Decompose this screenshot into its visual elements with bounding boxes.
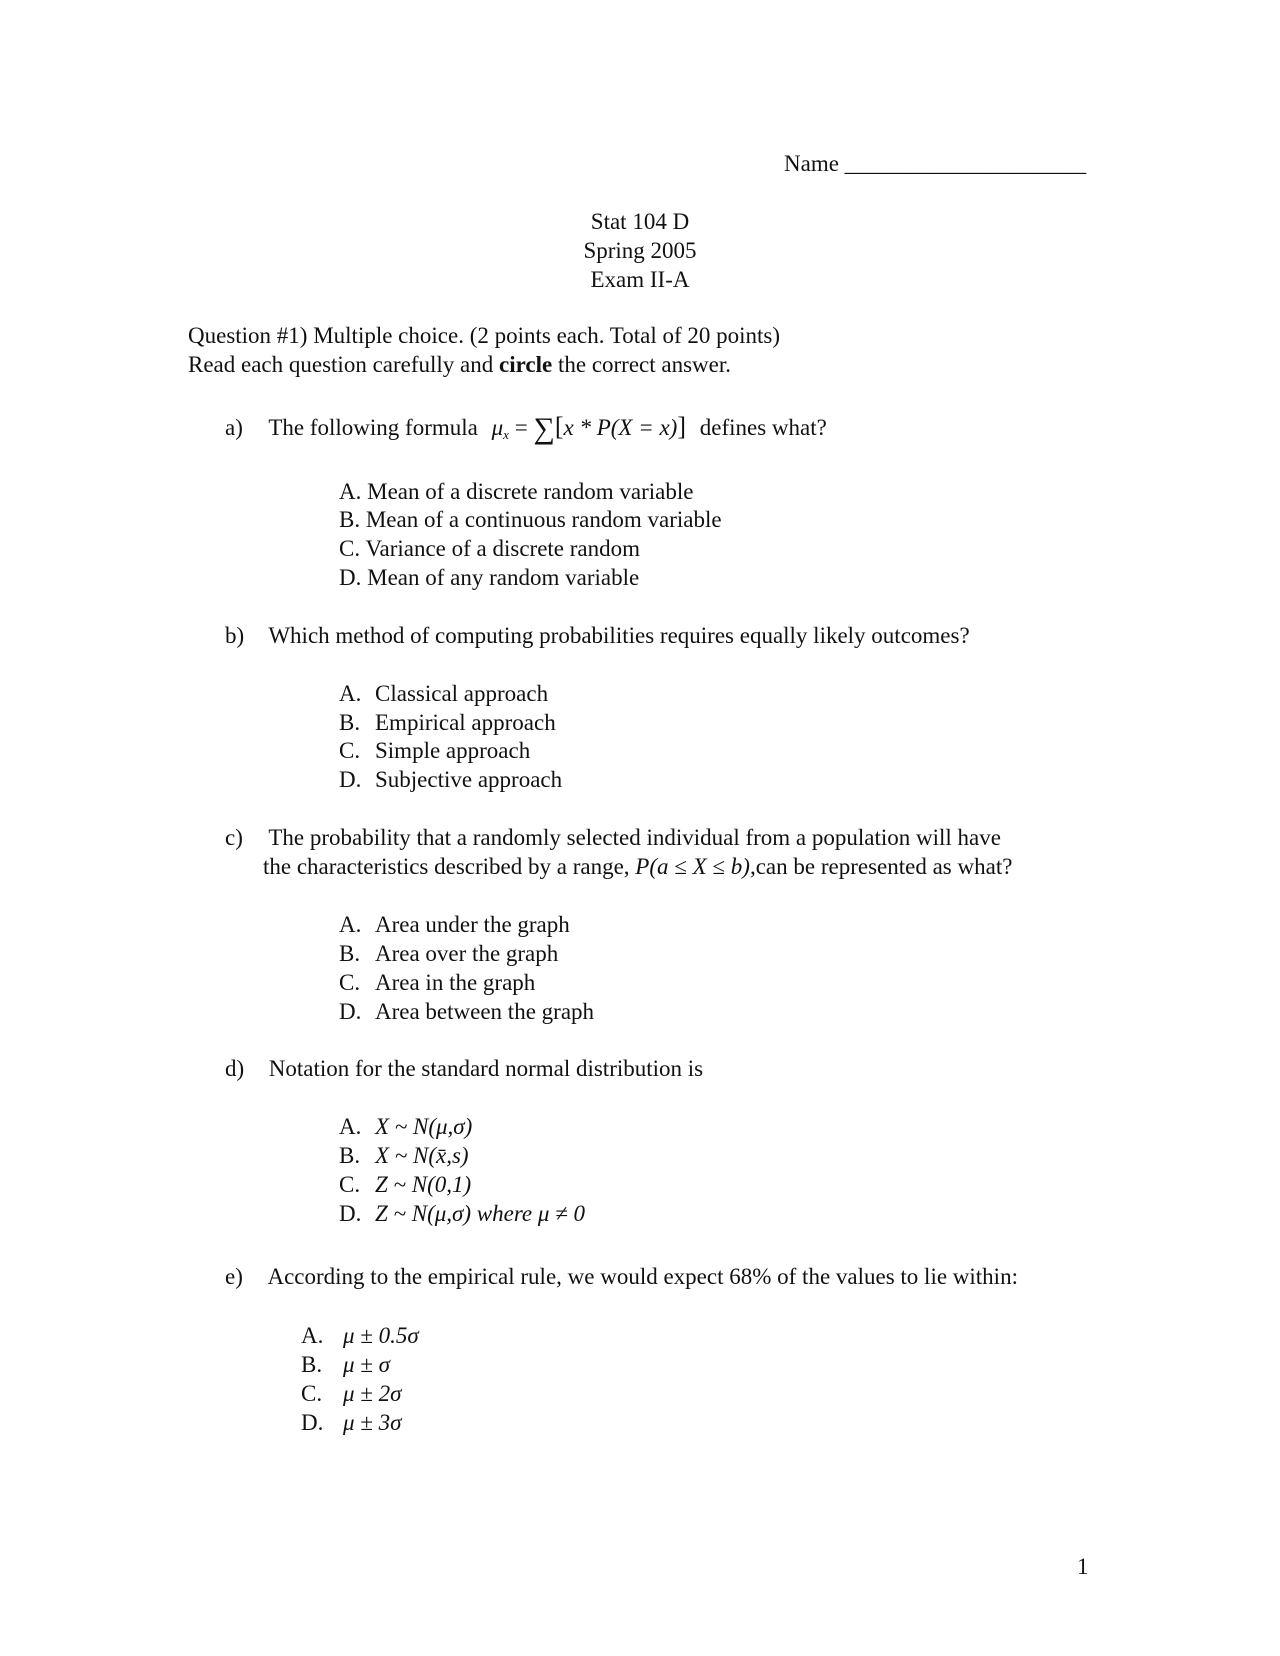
option-text: Classical approach <box>375 681 549 706</box>
option-letter: C. <box>339 536 361 561</box>
item-c-option[interactable] <box>339 998 594 1027</box>
option-letter: A. <box>339 681 362 706</box>
option-text: Mean of any random variable <box>367 565 640 590</box>
option-letter: B. <box>339 710 361 735</box>
range-formula: P(a ≤ X ≤ b) <box>635 854 750 879</box>
item-c-line2 <box>263 853 1012 882</box>
option-text: Area in the graph <box>375 970 536 995</box>
item-b-option[interactable] <box>339 766 562 795</box>
item-e-option[interactable] <box>301 1409 402 1438</box>
item-a-text-before: The following formula <box>268 415 478 440</box>
item-d-option[interactable] <box>339 1200 585 1229</box>
formula-eq: = <box>508 415 534 440</box>
name-field <box>784 150 1086 179</box>
option-text: μ ± σ <box>343 1352 391 1377</box>
option-letter: C. <box>339 970 361 995</box>
instruction-end: the correct answer. <box>552 352 732 377</box>
formula-lbr: [ <box>554 412 564 441</box>
formula-rbr: ] <box>677 412 687 441</box>
item-d-label: d) <box>225 1056 245 1081</box>
option-letter: B. <box>339 941 361 966</box>
item-a-option[interactable] <box>339 535 640 564</box>
item-d <box>225 1055 703 1084</box>
item-e-option[interactable] <box>301 1380 402 1409</box>
item-b-text: Which method of computing probabilities requires equally likely outcomes? <box>268 623 970 648</box>
option-text: Simple approach <box>375 738 531 763</box>
option-letter: D. <box>301 1410 324 1435</box>
option-text: X ~ N(x̄,s) <box>375 1143 469 1168</box>
option-text: μ ± 3σ <box>343 1410 402 1435</box>
item-a-text-after: defines what? <box>699 415 827 440</box>
item-e-label: e) <box>225 1264 243 1289</box>
item-a-label: a) <box>225 415 243 440</box>
page-number: 1 <box>1077 1554 1089 1579</box>
item-c-line1: The probability that a randomly selected individual from a population will have <box>268 825 1001 850</box>
mean-formula <box>491 412 692 445</box>
option-letter: C. <box>339 738 361 763</box>
option-letter: A. <box>339 912 362 937</box>
term-title: Spring 2005 <box>583 238 697 263</box>
question-heading: Question #1) Multiple choice. (2 points each. Total of 20 points) <box>188 323 781 348</box>
item-c-option[interactable] <box>339 940 558 969</box>
item-e-option[interactable] <box>301 1351 390 1380</box>
item-c-option[interactable] <box>339 969 535 998</box>
option-text: μ ± 2σ <box>343 1381 402 1406</box>
option-text: Subjective approach <box>375 767 563 792</box>
option-text: Variance of a discrete random <box>365 536 641 561</box>
option-text: Z ~ N(μ,σ) where μ ≠ 0 <box>375 1201 586 1226</box>
option-text: Area between the graph <box>375 999 595 1024</box>
item-e <box>225 1263 1018 1292</box>
option-text: Empirical approach <box>375 710 556 735</box>
item-c-label: c) <box>225 825 243 850</box>
question-instruction <box>188 351 731 380</box>
instruction-bold: circle <box>499 352 553 377</box>
option-letter: D. <box>339 1201 362 1226</box>
formula-mu: μ <box>491 415 504 440</box>
item-b-label: b) <box>225 623 245 648</box>
option-letter: B. <box>301 1352 323 1377</box>
option-text: Area under the graph <box>375 912 570 937</box>
exam-title: Exam II-A <box>590 267 690 292</box>
formula-sum: ∑ <box>533 412 555 445</box>
option-letter: A. <box>339 479 362 504</box>
item-e-option[interactable] <box>301 1322 419 1351</box>
option-letter: B. <box>339 1143 361 1168</box>
option-letter: D. <box>339 565 362 590</box>
option-text: μ ± 0.5σ <box>343 1323 419 1348</box>
item-d-option[interactable] <box>339 1171 471 1200</box>
option-text: Z ~ N(0,1) <box>375 1172 472 1197</box>
option-letter: C. <box>301 1381 323 1406</box>
item-d-text: Notation for the standard normal distribution is <box>268 1056 704 1081</box>
name-label: Name <box>784 151 839 176</box>
item-b-option[interactable] <box>339 680 548 709</box>
instruction-start: Read each question carefully and <box>188 352 500 377</box>
name-blank: _____________________ <box>844 151 1087 176</box>
item-e-text: According to the empirical rule, we would expect 68% of the values to lie within: <box>267 1264 1018 1289</box>
item-a-option[interactable] <box>339 478 693 507</box>
option-letter: D. <box>339 999 362 1024</box>
course-title: Stat 104 D <box>590 209 690 234</box>
item-b-option[interactable] <box>339 709 556 738</box>
item-c-line2-before: the characteristics described by a range, <box>263 854 630 879</box>
item-c <box>225 824 1001 853</box>
item-c-line2-after: ,can be represented as what? <box>749 854 1013 879</box>
option-letter: B. <box>339 507 361 532</box>
item-d-option[interactable] <box>339 1142 469 1171</box>
option-text: Area over the graph <box>375 941 559 966</box>
item-b <box>225 622 970 651</box>
option-text: X ~ N(μ,σ) <box>375 1114 473 1139</box>
item-a <box>225 410 827 448</box>
option-letter: C. <box>339 1172 361 1197</box>
item-a-option[interactable] <box>339 564 639 593</box>
option-letter: D. <box>339 767 362 792</box>
formula-sub: x <box>503 427 509 442</box>
formula-body: x * P(X = x) <box>563 415 678 440</box>
option-text: Mean of a discrete random variable <box>367 479 694 504</box>
option-letter: A. <box>339 1114 362 1139</box>
option-letter: A. <box>301 1323 324 1348</box>
item-c-option[interactable] <box>339 911 570 940</box>
option-text: Mean of a continuous random variable <box>365 507 722 532</box>
item-b-option[interactable] <box>339 737 530 766</box>
item-d-option[interactable] <box>339 1113 472 1142</box>
item-a-option[interactable] <box>339 506 722 535</box>
